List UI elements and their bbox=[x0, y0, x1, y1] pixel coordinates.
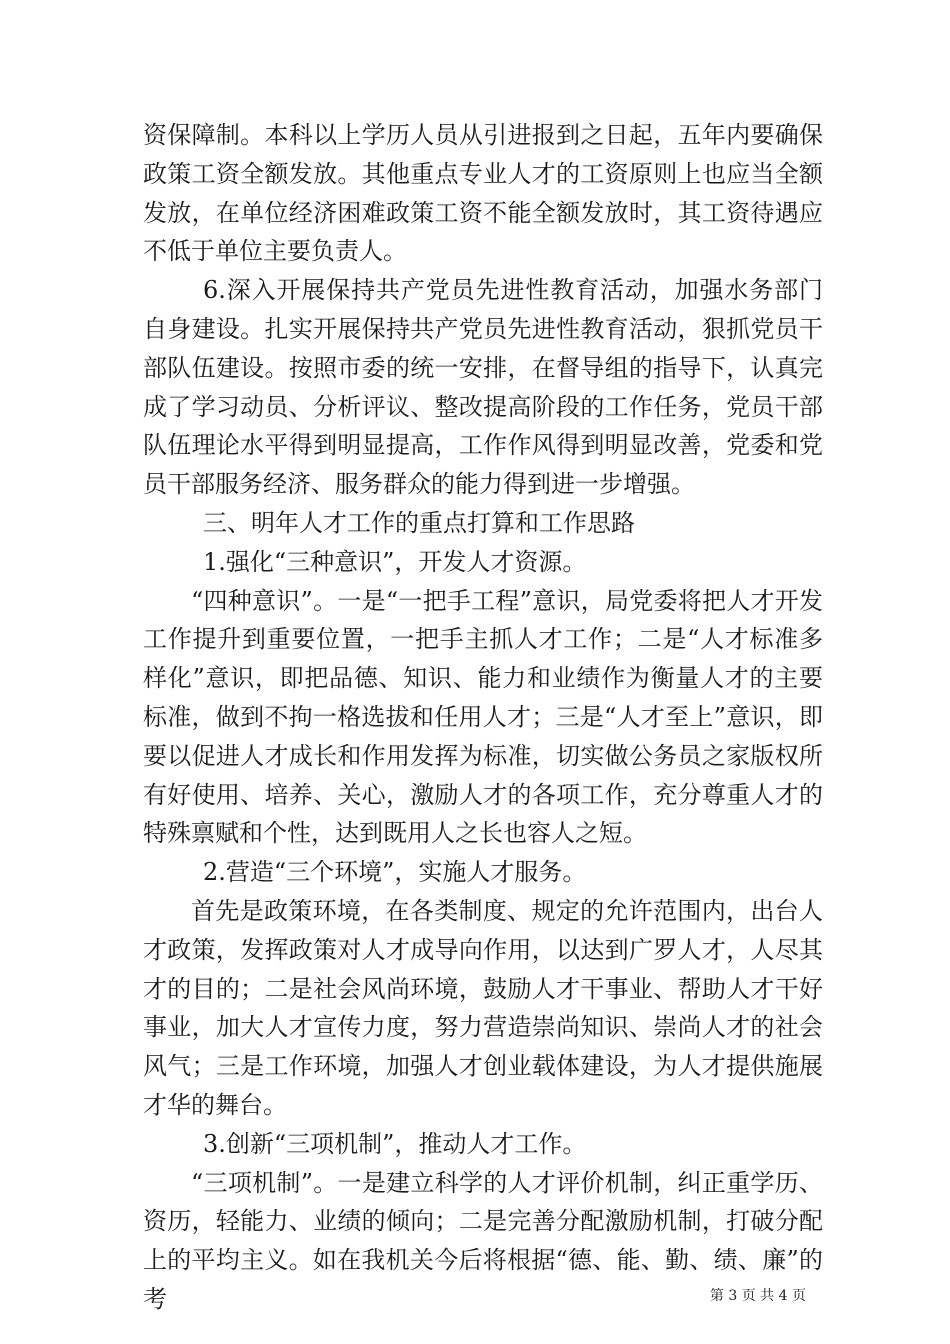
paragraph-party-education: 6.深入开展保持共产党员先进性教育活动，加强水务部门自身建设。扎实开展保持共产党员先进性教育活动，狠抓党员干部队伍建设。按照市委的统一安排，在督导组的指导下，认真完成了学习动员、分析评议、整改提高阶段的工作任务，党员干部队伍理论水平得到明显提高，工作作风得到明显改善，党委和党员干部服务经济、服务群众的能力得到进一步增强。 bbox=[143, 276, 823, 499]
subheading-three-awareness: 1.强化“三种意识”，开发人才资源。 bbox=[203, 547, 587, 576]
paragraph-four-awareness: “四种意识”。一是“一把手工程”意识，局党委将把人才开发工作提升到重要位置，一把手主抓人才工作；二是“人才标准多样化”意识，即把品德、知识、能力和业绩作为衡量人才的主要标准，做到不拘一格选拔和任用人才；三是“人才至上”意识，即要以促进人才成长和作用发挥为标准，切实做公务员之家版权所有好使用、培养、关心，激励人才的各项工作，充分尊重人才的特殊禀赋和个性，达到既用人之长也容人之短。 bbox=[143, 586, 823, 848]
document-body bbox=[143, 116, 823, 1319]
paragraph-environments: 首先是政策环境，在各类制度、规定的允许范围内，出台人才政策，发挥政策对人才成导向作用，以达到广罗人才，人尽其才的目的；二是社会风尚环境，鼓励人才干事业、帮助人才干好事业，加大人才宣传力度，努力营造崇尚知识、崇尚人才的社会风气；三是工作环境，加强人才创业载体建设，为人才提供施展才华的舞台。 bbox=[143, 896, 823, 1119]
page-number-footer: 第 3 页 共 4 页 bbox=[709, 1288, 806, 1304]
subheading-three-mechanisms: 3.创新“三项机制”，推动人才工作。 bbox=[203, 1129, 587, 1158]
paragraph-salary-guarantee: 资保障制。本科以上学历人员从引进报到之日起，五年内要确保政策工资全额发放。其他重点专业人才的工资原则上也应当全额发放，在单位经济困难政策工资不能全额发放时，其工资待遇应不低于单位主要负责人。 bbox=[143, 121, 823, 266]
paragraph-mechanisms: “三项机制”。一是建立科学的人才评价机制，纠正重学历、资历，轻能力、业绩的倾向；二是完善分配激励机制，打破分配上的平均主义。如在我机关今后将根据“德、能、勤、绩、廉”的考 bbox=[143, 1168, 823, 1313]
section-heading-next-year-plan: 三、明年人才工作的重点打算和工作思路 bbox=[203, 508, 635, 537]
subheading-three-environments: 2.营造“三个环境”，实施人才服务。 bbox=[203, 858, 587, 887]
